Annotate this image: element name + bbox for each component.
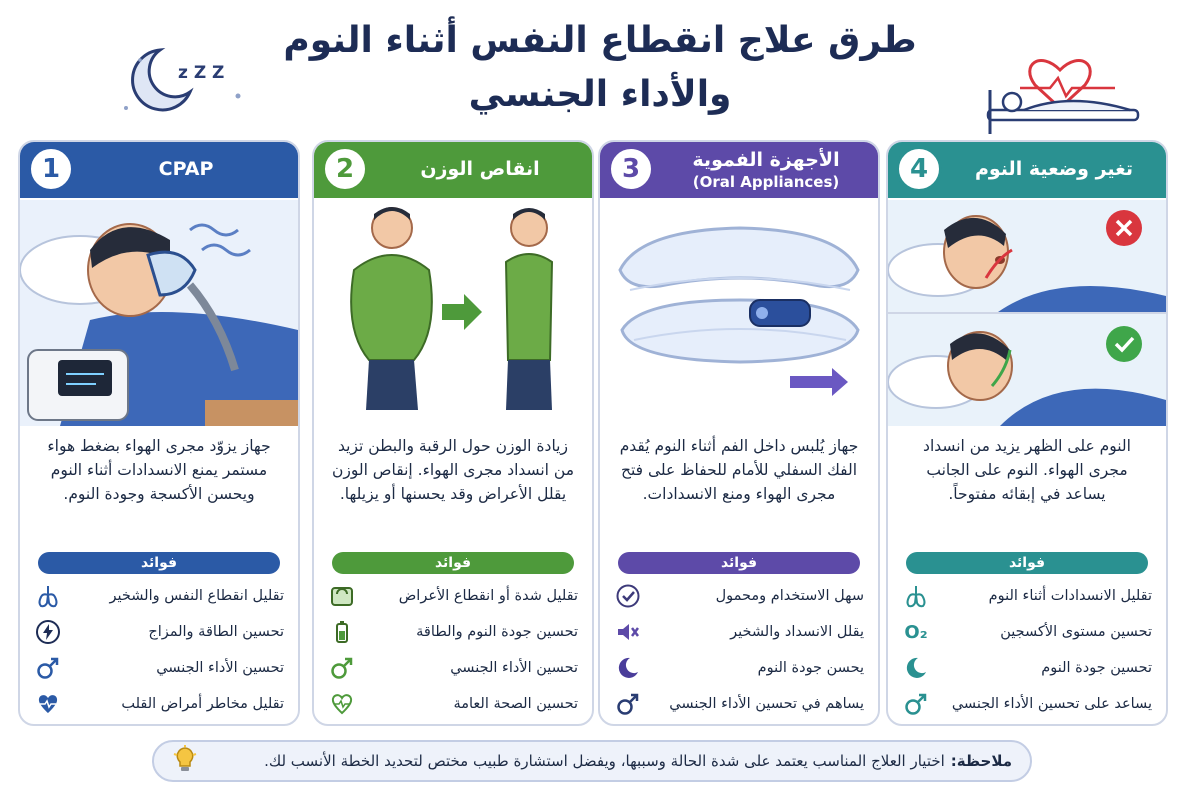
lungs-icon (34, 582, 62, 610)
sleep-z-text: z Z Z (178, 63, 225, 83)
moon-icon (614, 654, 642, 682)
list-item: تحسين الأداء الجنسي (34, 650, 284, 686)
card-number: 1 (28, 146, 74, 192)
list-item: تحسين جودة النوم والطاقة (328, 614, 578, 650)
scale-icon (328, 582, 356, 610)
list-item: يحسن جودة النوم (614, 650, 864, 686)
card-description: النوم على الظهر يزيد من انسداد مجرى الهواء. النوم على الجانب يساعد في إبقائه مفتوحاً. (923, 437, 1131, 504)
card-title: انقاص الوزن (420, 158, 540, 181)
list-item: تحسين الصحة العامة (328, 686, 578, 722)
moon-icon (902, 654, 930, 682)
lungs-icon (902, 582, 930, 610)
weight-loss-illustration (314, 200, 592, 426)
list-item: تحسين الطاقة والمزاج (34, 614, 284, 650)
note-box (152, 740, 1032, 782)
note-text: اختيار العلاج المناسب يعتمد على شدة الحالة وسببها، ويفضل استشارة طبيب مختص لتحديد الخطة الأنسب لك. (264, 752, 945, 770)
benefits-list (902, 578, 1152, 722)
card-description: جهاز يُلبس داخل الفم أثناء النوم يُقدم الفك السفلي للأمام للحفاظ على فتح مجرى الهواء ومنع الانسدادات. (619, 437, 859, 504)
battery-icon (328, 618, 356, 646)
benefits-list (34, 578, 284, 722)
benefits-label: فوائد (618, 552, 860, 574)
list-item: تحسين الأداء الجنسي (328, 650, 578, 686)
lightning-icon (34, 618, 62, 646)
mute-icon (614, 618, 642, 646)
card-title: CPAP (158, 158, 214, 181)
list-item: يساهم في تحسين الأداء الجنسي (614, 686, 864, 722)
lightbulb-icon (172, 745, 198, 777)
card-title: الأجهزة الفموية (Oral Appliances) (692, 148, 840, 191)
male-symbol-icon (328, 654, 356, 682)
list-item: سهل الاستخدام ومحمول (614, 578, 864, 614)
benefits-label: فوائد (332, 552, 574, 574)
sleep-position-illustration (888, 200, 1166, 426)
list-item: تقليل الانسدادات أثناء النوم (902, 578, 1152, 614)
male-symbol-icon (34, 654, 62, 682)
note-label: ملاحظة: (950, 752, 1012, 770)
moon-stars-icon (110, 30, 250, 120)
male-symbol-icon (902, 690, 930, 718)
card-cpap (18, 140, 300, 726)
card-header (600, 142, 878, 198)
card-oral-appliances (598, 140, 880, 726)
card-header (20, 142, 298, 198)
card-number: 2 (322, 146, 368, 192)
benefits-list (328, 578, 578, 722)
card-number: 3 (608, 146, 654, 192)
oral-appliance-illustration (600, 200, 878, 426)
list-item: يقلل الانسداد والشخير (614, 614, 864, 650)
oxygen-icon: O₂ (904, 621, 928, 643)
card-subtitle: (Oral Appliances) (692, 172, 840, 191)
list-item: يساعد على تحسين الأداء الجنسي (902, 686, 1152, 722)
male-symbol-icon (614, 690, 642, 718)
check-circle-icon (614, 582, 642, 610)
card-title: تغير وضعية النوم (974, 158, 1134, 181)
benefits-label: فوائد (38, 552, 280, 574)
heart-bed-icon (980, 30, 1150, 140)
card-sleep-position (886, 140, 1168, 726)
card-number: 4 (896, 146, 942, 192)
card-description: زيادة الوزن حول الرقبة والبطن تزيد من انسداد مجرى الهواء. إنقاص الوزن يقلل الأعراض وقد يحسنها أو يزيلها. (331, 437, 575, 504)
card-header (314, 142, 592, 198)
card-header (888, 142, 1166, 198)
heart-pulse-icon (328, 690, 356, 718)
list-item: تقليل انقطاع النفس والشخير (34, 578, 284, 614)
heart-pulse-icon (34, 690, 62, 718)
page-title: طرق علاج انقطاع النفس أثناء النوم (283, 20, 917, 61)
list-item: تقليل شدة أو انقطاع الأعراض (328, 578, 578, 614)
list-item: تحسين مستوى الأكسجين O₂ (902, 614, 1152, 650)
benefits-label: فوائد (906, 552, 1148, 574)
list-item: تقليل مخاطر أمراض القلب (34, 686, 284, 722)
page-subtitle: والأداء الجنسي (468, 74, 732, 115)
cpap-illustration (20, 200, 298, 426)
card-weight-loss (312, 140, 594, 726)
card-description: جهاز يزوّد مجرى الهواء بضغط هواء مستمر يمنع الانسدادات أثناء النوم ويحسن الأكسجة وجودة النوم. (47, 437, 271, 504)
list-item: تحسين جودة النوم (902, 650, 1152, 686)
benefits-list (614, 578, 864, 722)
